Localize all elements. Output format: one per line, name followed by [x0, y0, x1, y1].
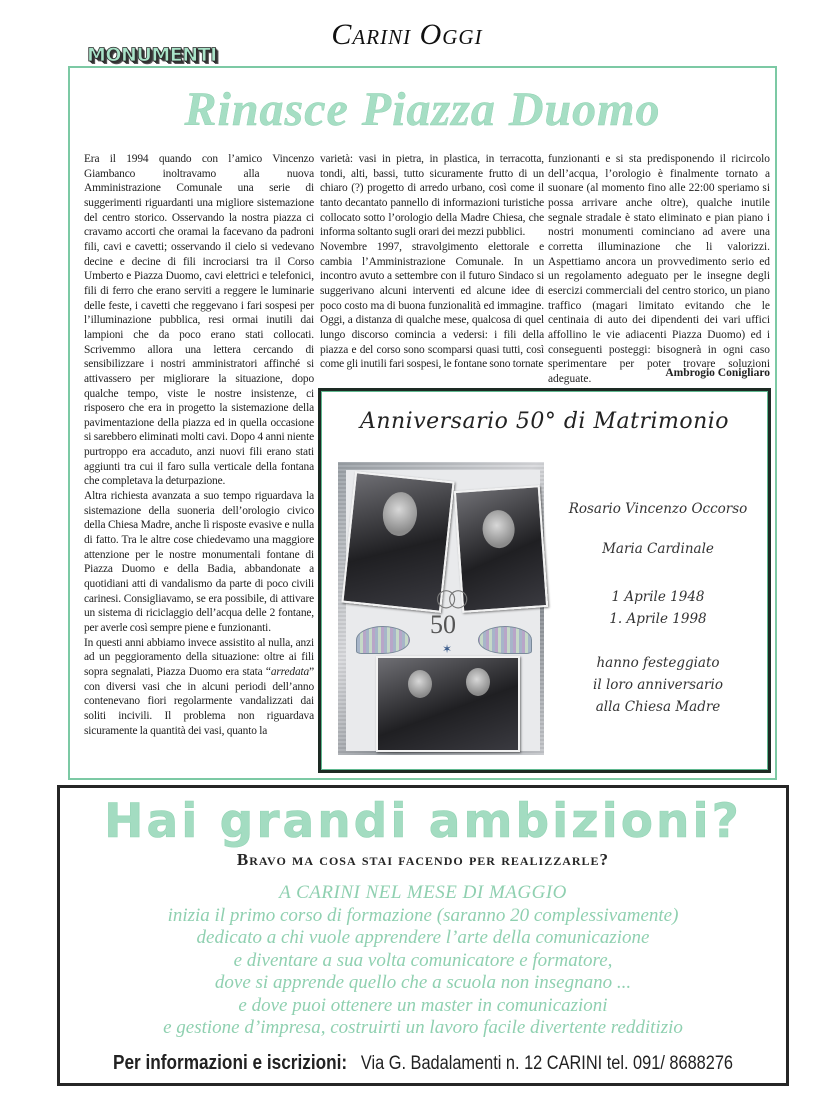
ad-body-line: e diventare a sua volta comunicatore e formatore, — [233, 949, 613, 971]
portrait-face — [408, 670, 432, 698]
section-tag: MONUMENTI — [84, 44, 220, 66]
groom-name: Rosario Vincenzo Occorso — [568, 501, 748, 517]
ad-contact — [111, 1052, 735, 1075]
wedding-rings-icon: ◯◯ — [436, 588, 461, 608]
bride-portrait-photo — [454, 485, 548, 613]
anniversary-message-line: hanno festeggiato — [596, 655, 720, 671]
article-paragraph: In questi anni abbiamo invece assistito al nulla, anzi ad un peggioramento della situazione: oltre ai fili sopra segnalati, Piazza Duomo era stata “arredata” con diversi vasi che in alcuni periodi dell’anno contenevano fiori regolarmente vandalizzati dai soliti incivili. Il problema non riguardava sicuramente la quantità dei vasi, quanto la — [84, 636, 314, 737]
article-title: Rinasce Piazza Duomo — [184, 83, 661, 136]
article-column-3 — [548, 152, 770, 387]
advertisement-box — [57, 785, 789, 1086]
anniversary-title: Anniversario 50° di Matrimonio — [359, 409, 730, 434]
anniversary-date: 1. Aprile 1998 — [609, 611, 707, 627]
star-ornament-icon: ✶ — [442, 642, 453, 656]
article-column-2 — [320, 152, 544, 372]
ad-body-line: dedicato a chi vuole apprendere l’arte della comunicazione — [196, 927, 650, 948]
couple-photo — [376, 656, 520, 752]
article-text: con diversi vasi che in alcuni periodi dell’anno contenevano fiori regolarmente vandalizzati dai soliti incivili. Il problema non riguardava sicuramente la quantità dei vasi, quanto la — [84, 680, 314, 737]
article-column-1 — [84, 152, 314, 738]
ad-body-line: inizia il primo corso di formazione (saranno 20 complessivamente) — [167, 904, 679, 926]
collage-number: 50 — [430, 610, 456, 639]
portrait-face — [466, 668, 490, 696]
paisley-ornament-icon — [478, 626, 532, 654]
article-text: In questi anni abbiamo invece assistito al nulla, anzi ad un peggioramento della situazione: oltre ai fili sopra segnalati, Piazza Duomo era stata — [84, 636, 314, 678]
article-paragraph: Altra richiesta avanzata a suo tempo riguardava la sistemazione della suoneria dell’orologio civico della Chiesa Madre, anche lì risposte evasive e nulla di fatto. Tra le altre cose chiedevamo una maggiore attenzione per le nostre monumentali fontane di Piazza Duomo e della Badia, abbandonate a quotidiani atti di vandalismo da parte di poco civili carinesi. Consigliavamo, se era possibile, di attivare un sistema di riciclaggio dell’acqua delle 2 fontane, per averle così sempre piene e funzionanti. — [84, 490, 314, 634]
collage-background — [346, 470, 540, 751]
portrait-face — [481, 509, 516, 549]
ad-body-line: e gestione d’impresa, costruirti un lavoro facile divertente redditizio — [163, 1017, 683, 1038]
paisley-ornament-icon — [356, 626, 410, 654]
anniversary-box — [318, 388, 771, 773]
portrait-face — [381, 490, 419, 537]
bride-name: Maria Cardinale — [602, 541, 714, 557]
photo-collage — [338, 462, 544, 755]
article-paragraph: funzionanti e si sta predisponendo il ricircolo dell’acqua, l’orologio è finalmente tornato a suonare (al momento fino alle 22:00 speriamo si possa arrivare anche oltre), qualche inutile segnale stradale è stato eliminato e pian piano i nostri monumenti cominciano ad avere una corretta illuminazione che li valorizzi. Aspettiamo ancora un provvedimento serio ed un regolamento adeguato per le insegne degli esercizi commerciali del centro storico, un piano traffico (magari limitato evitando che le centinaia di auto dei dipendenti dei vari uffici affollino le vie adiacenti Piazza Duomo) ed i conseguenti posteggi: bisognerà in ogni caso sperimentare per poter trovare soluzioni adeguate. — [548, 153, 770, 385]
masthead-title: Carini Oggi — [331, 18, 483, 51]
ad-contact-label: Per informazioni e iscrizioni: — [112, 1052, 348, 1074]
article-paragraph: varietà: vasi in pietra, in plastica, in terracotta, tondi, alti, bassi, tutto sicuramente frutto di un chiaro (?) progetto di arredo urbano, così come il tanto decantato pannello di informazioni turistiche collocato sotto l’orologio della Madre Chiesa, che informa soltanto sugli orari dei mezzi pubblici. — [320, 153, 544, 239]
ad-subheadline: Bravo ma cosa stai facendo per realizzarle? — [236, 850, 610, 869]
ad-headline: Hai grandi ambizioni? — [104, 794, 742, 849]
article-paragraph: Era il 1994 quando con l’amico Vincenzo Giambanco inoltravamo alla nuova Amministrazione Comunale una serie di suggerimenti riguardanti una migliore sistemazione del centro storico. Osservando la nostra piazza ci cravamo accorti che oramai la facevano da padroni fili, cavi e cavetti; osservando il cielo si vedevano decine e decine di fili incrociarsi tra il Corso Umberto e Piazza Duomo, cavi elettrici e telefonici, fili di ferro che erano serviti a reggere le luminarie delle feste, i cavetti che reggevano i fari sospesi per l’illuminazione pubblica, resi ormai inutili dai lampioni che da poco erano stati collocati. Scrivemmo allora una lettera cercando di sensibilizzare i nostri amministratori affinché si attivassero per migliorare la situazione, dopo qualche tempo, viste le nostre insistenze, ci risposero che era in progetto la sistemazione della pavimentazione della piazza ed in quella occasione si sarebbero eliminati molti cavi. Dopo 4 anni niente purtroppo era accaduto, anzi nuovi fili erano stati aggiunti tra cui il faro sulla verticale della fontana che completava la deturpazione. — [84, 153, 314, 488]
anniversary-message-line: alla Chiesa Madre — [595, 699, 721, 715]
anniversary-message-line: il loro anniversario — [593, 677, 723, 693]
ad-body — [60, 882, 786, 1040]
ad-contact-details: Via G. Badalamenti n. 12 CARINI tel. 091/ 8688276 — [360, 1053, 734, 1074]
wedding-date: 1 Aprile 1948 — [611, 589, 705, 605]
article-emphasis: arredata — [270, 665, 310, 678]
ad-body-line: dove si apprende quello che a scuola non insegnano ... — [214, 972, 632, 993]
article-paragraph: Novembre 1997, stravolgimento elettorale e cambia l’Amministrazione Comunale. In un incontro avuto a settembre con il futuro Sindaco si suggerivano alcuni interventi ed alcune idee di poco costo ma di buona funzionalità ed immagine. Oggi, a distanza di qualche mese, qualcosa di quel lungo discorso comincia a vedersi: i fili della piazza e del corso sono scomparsi quasi tutti, così come gli inutili fari sospesi, le fontane sono tornate — [320, 240, 544, 371]
article-author: Ambrogio Conigliaro — [665, 367, 770, 379]
ad-body-line: e dove puoi ottenere un master in comunicazioni — [238, 994, 608, 1016]
ad-body-line: A CARINI NEL MESE DI MAGGIO — [279, 882, 567, 903]
